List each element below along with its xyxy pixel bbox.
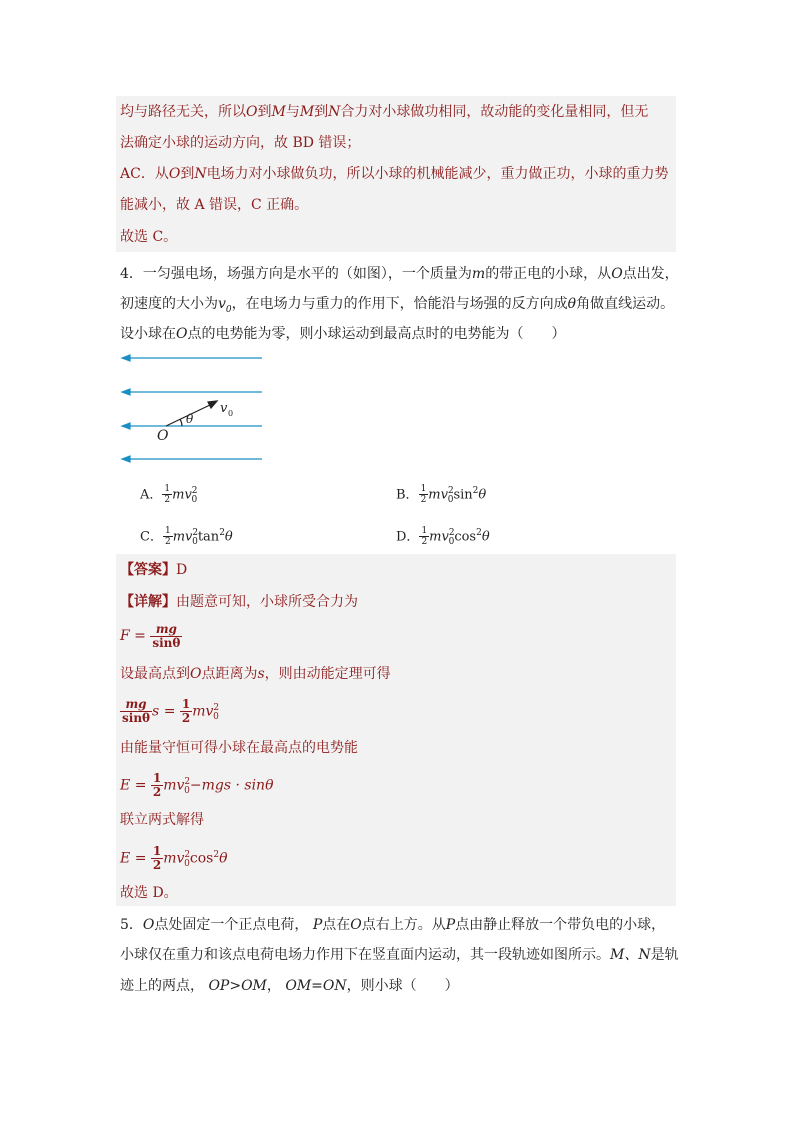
q5-line-1: 5．O点处固定一个正点电荷， P点在O点右上方。从P点由静止释放一个带负电的小球，	[120, 917, 666, 933]
prev-solution-line-3: AC．从O到N电场力对小球做负功，所以小球的机械能减少，重力做正功，小球的重力势	[120, 166, 669, 182]
q5-line-3: 迹上的两点， OP>OM， OM=ON，则小球（ ）	[120, 978, 459, 994]
electric-field-figure	[116, 350, 276, 470]
option-c[interactable]: C． $\frac{1}{2}$ $mv^2_0\tan^2\theta$	[140, 526, 233, 548]
combine-line: 联立两式解得	[120, 812, 204, 828]
detail-line: 【详解】由题意可知，小球所受合力为	[120, 594, 358, 610]
q4-line-1: 4．一匀强电场，场强方向是水平的（如图），一个质量为m的带正电的小球，从O点出发，	[120, 266, 679, 282]
q4-line-3: 设小球在O点的电势能为零，则小球运动到最高点时的电势能为（ ）	[120, 326, 566, 342]
prev-solution-line-2: 法确定小球的运动方向，故 BD 错误；	[120, 135, 361, 151]
final-line: 故选 D。	[120, 885, 178, 901]
q4-line-2: 初速度的大小为$v_0$，在电场力与重力的作用下，恰能沿与场强的反方向成θ角做直线运动。	[120, 296, 675, 315]
prev-solution-line-1: 均与路径无关，所以O到M与M到N合力对小球做功相同，故动能的变化量相同，但无	[120, 104, 649, 120]
figure-label-theta: θ	[186, 412, 194, 426]
eq-force: F = $\frac{mg}{\sin\theta}$	[120, 621, 181, 650]
eq-kinetic: $\frac{mg}{\sin\theta}$ s = $\frac{1}{2}$ $mv^2_0$	[122, 697, 220, 726]
figure-label-v-sub: 0	[228, 409, 234, 418]
option-b[interactable]: B． $\frac{1}{2}$ $mv^2_0\sin^2\theta$	[396, 484, 487, 506]
eq-energy: E = $\frac{1}{2}$ $mv^2_0-mgs \cdot \sin\theta$	[120, 771, 274, 800]
distance-line: 设最高点到O点距离为s，则由动能定理可得	[120, 666, 391, 682]
eq-final: E = $\frac{1}{2}$ $mv^2_0\cos^2\theta$	[120, 844, 228, 873]
energy-line: 由能量守恒可得小球在最高点的电势能	[120, 740, 358, 756]
figure-label-v: v	[220, 401, 228, 416]
answer-line: 【答案】D	[120, 562, 188, 578]
q5-line-2: 小球仅在重力和该点电荷电场力作用下在竖直面内运动，其一段轨迹如图所示。M、N是轨	[120, 947, 679, 963]
prev-solution-line-4: 能减小，故 A 错误，C 正确。	[120, 197, 309, 213]
option-d[interactable]: D． $\frac{1}{2}$ $mv^2_0\cos^2\theta$	[396, 526, 490, 548]
prev-solution-line-5: 故选 C。	[120, 229, 178, 245]
option-a[interactable]: A． $\frac{1}{2}$ $mv^2_0$	[140, 484, 198, 506]
figure-label-O: O	[157, 428, 169, 444]
field-lines	[122, 355, 262, 462]
